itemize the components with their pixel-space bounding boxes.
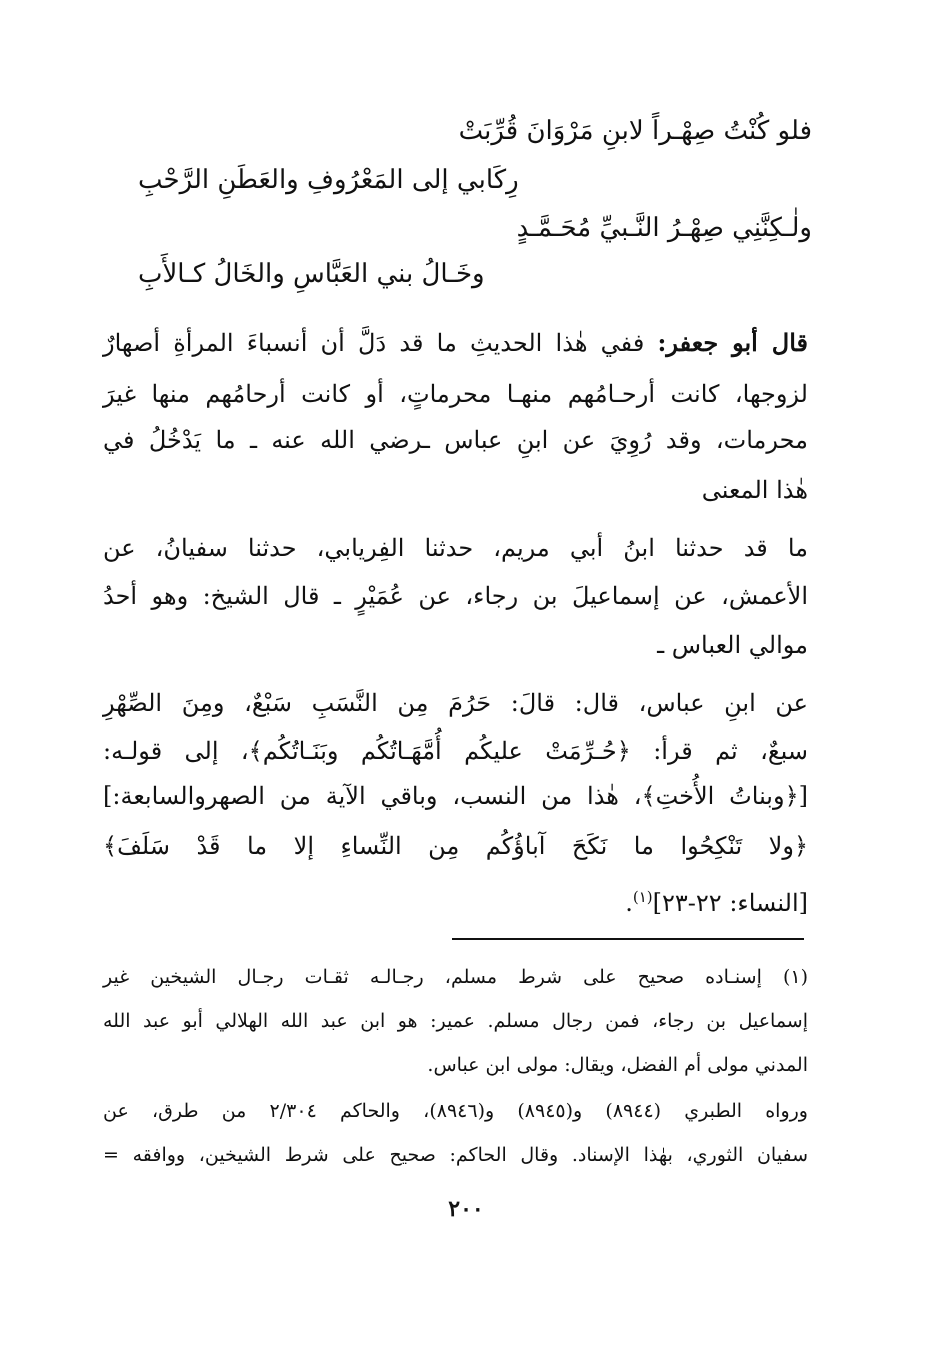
footnote-line-4: ورواه الطبري (٨٩٤٤) و(٨٩٤٥) و(٨٩٤٦)، والحاكم ٢/٣٠٤ من طرق، عن [103, 1100, 808, 1122]
footnote-separator [452, 938, 804, 940]
speaker-lead: قال أبو جعفر: [657, 328, 808, 357]
paragraph-1-line-1 [103, 323, 808, 363]
paragraph-3-line-5: [النساء: ٢٢-٢٣]$^{(١)}$. [625, 888, 808, 917]
paragraph-2-line-2: الأعمش، عن إسماعيلَ بن رجاء، عن عُمَيْرٍ ـ قال الشيخ: وهو أحدُ [103, 582, 808, 610]
quran-reference: [النساء: ٢٢-٢٣] [652, 889, 808, 917]
poem-line-2-second-hemistich: وخَـالُ بني العَبَّاسِ والخَالُ كـالأَبِ [138, 259, 485, 289]
poem-line-1-second-hemistich: رِكَابي إلى المَعْرُوفِ والعَطَنِ الرَّحْبِ [138, 165, 519, 195]
paragraph-3-line-3: [﴿وبناتُ الأُختِ﴾، هٰذا من النسب، وباقي الآية من الصهروالسابعة:] [103, 782, 808, 810]
paragraph-1-line-4: هٰذا المعنى [701, 476, 808, 504]
footnote-line-1: (١) إسنـاده صحيح على شرط مسلم، رجـالـه ثقـات رجـال الشيخين غير [103, 966, 808, 988]
paragraph-1-line-1-text: ففي هٰذا الحديثِ ما قد دَلَّ أن أنسباءَ المرأةِ أصهارٌ [103, 329, 645, 357]
paragraph-3-line-1: عن ابنِ عباس، قال: قالَ: حَرُمَ مِن النَّسَبِ سَبْعٌ، ومِنَ الصِّهْرِ [103, 689, 808, 717]
paragraph-3-line-4: ﴿ولا تَنْكِحُوا ما نَكَحَ آباؤُكُم مِن النِّساءِ إلا ما قَدْ سَلَفَ﴾ [103, 832, 809, 860]
paragraph-3-line-2: سبعٌ، ثم قرأ: ﴿حُـرِّمَتْ عليكُم أُمَّهَـاتُكُم وبَنَـاتُكُم﴾، إلى قولـه: [103, 737, 808, 765]
poem-line-1-first-hemistich: فلو كُنْتُ صِهْـراً لابنِ مَرْوَانَ قُرِّبَتْ [458, 116, 812, 146]
paragraph-2-line-1: ما قد حدثنا ابنُ أبي مريم، حدثنا الفِريابي، حدثنا سفيانُ، عن [103, 534, 808, 562]
footnote-line-2: إسماعيل بن رجاء، فمن رجال مسلم. عمير: هو ابن عبد الله الهلالي أبو عبد الله [103, 1010, 808, 1032]
paragraph-1-line-2: لزوجها، كانت أرحـامُهم منهـا محرماتٍ، أو كانت أرحامُهم منها غيرَ [103, 380, 808, 408]
poem-line-2-first-hemistich: ولٰـكِنَّنِي صِهْـرُ النَّـبيِّ مُحَـمَّـدٍ [516, 213, 812, 243]
paragraph-2-line-3: موالي العباس ـ [657, 631, 808, 659]
footnote-line-3: المدني مولى أم الفضل، ويقال: مولى ابن عباس. [427, 1054, 808, 1076]
paragraph-1-line-3: محرمات، وقد رُوِيَ عن ابنِ عباس ـرضي الله عنه ـ ما يَدْخُلُ في [103, 426, 808, 454]
page-number: ٢٠٠ [448, 1196, 484, 1222]
footnote-line-5: سفيان الثوري، بهٰذا الإسناد. وقال الحاكم: صحيح على شرط الشيخين، ووافقه = [103, 1144, 808, 1166]
footnote-marker: (١) [632, 888, 653, 906]
